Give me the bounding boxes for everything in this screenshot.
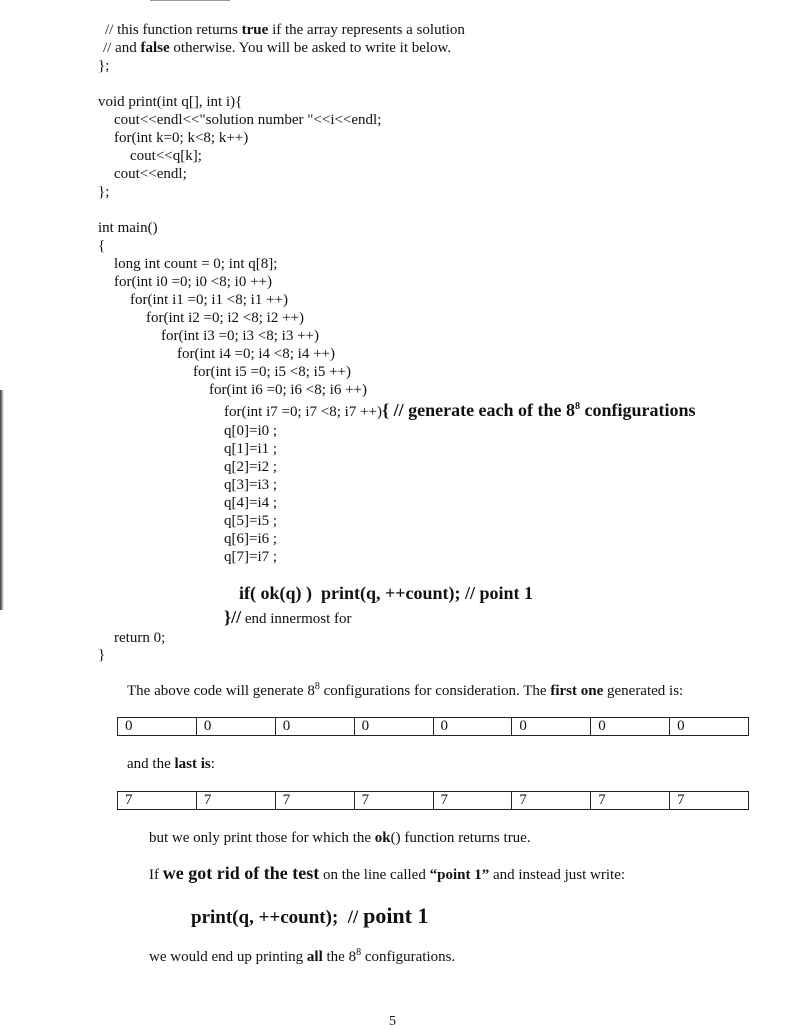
assign-line: q[7]=i7 ; <box>224 549 278 565</box>
code-line: for(int i5 =0; i5 <8; i5 ++) <box>193 364 351 380</box>
code-line-generate: for(int i7 =0; i7 <8; i7 ++){ // generate each of the $8^8$ configurations <box>224 400 696 420</box>
first-config-row <box>117 717 749 736</box>
print-all-code-line: print(q, ++count); // point 1 <box>191 903 429 928</box>
table-cell: 0 <box>511 718 590 735</box>
code-line: void print(int q[], int i){ <box>98 94 243 110</box>
page-number: 5 <box>389 1014 396 1029</box>
assign-line: q[5]=i5 ; <box>224 513 278 529</box>
paragraph-first-config: The above code will generate $8^8$ configurations for consideration. The first one generated is: <box>127 681 684 699</box>
assign-line: q[1]=i1 ; <box>224 441 278 457</box>
table-cell: 7 <box>590 792 669 809</box>
scan-top-artifact <box>150 0 230 5</box>
assign-line: q[2]=i2 ; <box>224 459 278 475</box>
code-line: { <box>98 238 106 254</box>
if-ok-line: if( ok(q) ) print(q, ++count); // point 1 <box>239 583 534 603</box>
scan-edge-shadow <box>0 390 4 610</box>
assign-line: q[4]=i4 ; <box>224 495 278 511</box>
code-line: cout<<endl; <box>114 166 187 182</box>
code-line: for(int i2 =0; i2 <8; i2 ++) <box>146 310 304 326</box>
code-line: for(int i6 =0; i6 <8; i6 ++) <box>209 382 367 398</box>
code-line: }; <box>98 184 110 200</box>
table-cell: 7 <box>275 792 354 809</box>
table-cell: 7 <box>125 792 133 808</box>
code-line: } <box>98 647 106 663</box>
table-cell: 0 <box>275 718 354 735</box>
paragraph-remove-test: If we got rid of the test on the line called “point 1” and instead just write: <box>149 863 626 883</box>
table-cell: 7 <box>669 792 748 809</box>
comment-line-1: // this function returns true if the array represents a solution <box>105 22 465 38</box>
assign-line: q[3]=i3 ; <box>224 477 278 493</box>
code-line: long int count = 0; int q[8]; <box>114 256 278 272</box>
end-innermost-line: }// end innermost for <box>224 607 352 627</box>
comment-line-2: // and false otherwise. You will be asked to write it below. <box>103 40 452 56</box>
assign-line: q[6]=i6 ; <box>224 531 278 547</box>
table-cell: 0 <box>590 718 669 735</box>
code-line: }; <box>98 58 110 74</box>
table-cell: 7 <box>511 792 590 809</box>
code-line: for(int i4 =0; i4 <8; i4 ++) <box>177 346 335 362</box>
code-line: cout<<endl<<"solution number "<<i<<endl; <box>114 112 382 128</box>
code-line: int main() <box>98 220 158 236</box>
code-line: return 0; <box>114 630 166 646</box>
table-cell: 0 <box>669 718 748 735</box>
code-line: for(int k=0; k<8; k++) <box>114 130 249 146</box>
code-line: cout<<q[k]; <box>130 148 202 164</box>
table-cell: 0 <box>433 718 512 735</box>
table-cell: 0 <box>125 718 133 734</box>
paragraph-last-config: and the last is: <box>127 756 215 772</box>
table-cell: 0 <box>196 718 275 735</box>
paragraph-print-all: we would end up printing all the $8^8$ configurations. <box>149 947 456 965</box>
code-line: for(int i3 =0; i3 <8; i3 ++) <box>161 328 319 344</box>
code-line: for(int i1 =0; i1 <8; i1 ++) <box>130 292 288 308</box>
table-cell: 0 <box>354 718 433 735</box>
code-line: for(int i0 =0; i0 <8; i0 ++) <box>114 274 272 290</box>
paragraph-ok-filter: but we only print those for which the ok() function returns true. <box>149 830 531 846</box>
table-cell: 7 <box>433 792 512 809</box>
assign-line: q[0]=i0 ; <box>224 423 278 439</box>
last-config-row <box>117 791 749 810</box>
table-cell: 7 <box>196 792 275 809</box>
table-cell: 7 <box>354 792 433 809</box>
